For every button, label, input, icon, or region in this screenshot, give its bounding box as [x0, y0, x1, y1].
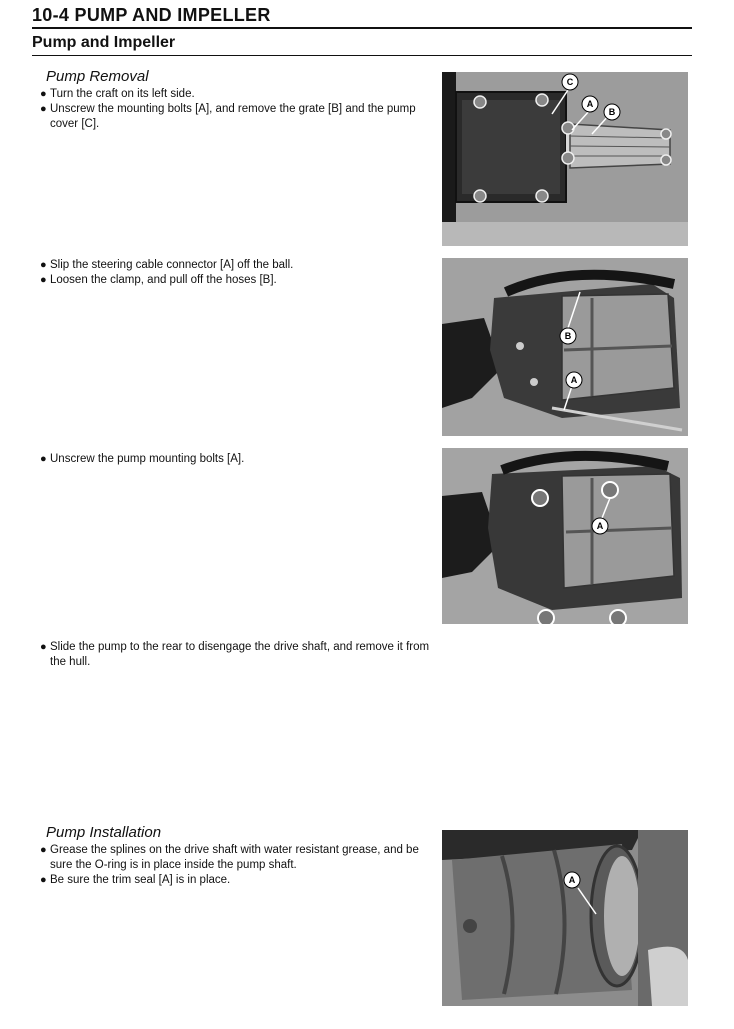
callout-a	[566, 372, 582, 388]
step-text: Unscrew the mounting bolts [A], and remove the grate [B] and the pump cover [C].	[50, 103, 416, 130]
pump-removal-block	[40, 68, 430, 132]
list-item	[40, 640, 430, 670]
list-item	[40, 273, 430, 288]
steering-cable-photo	[442, 258, 688, 436]
section-title: Pump and Impeller	[32, 34, 176, 51]
svg-text:B: B	[608, 107, 616, 117]
svg-text:A: A	[596, 521, 604, 531]
list-item	[40, 102, 430, 132]
bullet-icon: ●	[40, 844, 47, 856]
list-item	[40, 258, 430, 273]
list-item	[40, 87, 430, 102]
callout-b	[604, 104, 620, 120]
mounting-bolts-block	[40, 452, 430, 467]
step-text: Be sure the trim seal [A] is in place.	[50, 874, 231, 886]
bullet-icon: ●	[40, 874, 47, 886]
trim-seal-photo	[442, 830, 688, 1006]
bullet-icon: ●	[40, 453, 47, 465]
slide-pump-block	[40, 640, 430, 670]
pump-installation-block	[40, 824, 430, 888]
bullet-icon: ●	[40, 641, 47, 653]
bullet-icon: ●	[40, 88, 47, 100]
pump-cover-photo	[442, 72, 688, 246]
bullet-icon: ●	[40, 103, 47, 115]
step-text: Loosen the clamp, and pull off the hoses [B].	[50, 274, 277, 286]
page-header	[32, 4, 692, 56]
chapter-title: 10-4 PUMP AND IMPELLER	[32, 5, 271, 25]
step-text: Grease the splines on the drive shaft with water resistant grease, and be sure the O-ring is in place inside the pump shaft.	[50, 844, 419, 871]
svg-text:A: A	[586, 99, 594, 109]
callout-a	[582, 96, 598, 112]
callout-b	[560, 328, 576, 344]
bullet-icon: ●	[40, 259, 47, 271]
callout-c	[562, 74, 578, 90]
svg-text:B: B	[564, 331, 572, 341]
step-text: Slide the pump to the rear to disengage the drive shaft, and remove it from the hull.	[50, 641, 430, 668]
step-text: Slip the steering cable connector [A] off the ball.	[50, 259, 294, 271]
pump-removal-heading: Pump Removal	[46, 68, 149, 85]
list-item	[40, 873, 430, 888]
step-text: Unscrew the pump mounting bolts [A].	[50, 453, 245, 465]
header-rule	[32, 27, 692, 29]
pump-installation-heading: Pump Installation	[46, 824, 162, 841]
step-text: Turn the craft on its left side.	[50, 88, 195, 100]
callout-a	[592, 518, 608, 534]
bullet-icon: ●	[40, 274, 47, 286]
pump-mounting-bolts-photo	[442, 448, 688, 624]
hoses-block	[40, 258, 430, 288]
list-item	[40, 843, 430, 873]
list-item	[40, 452, 430, 467]
svg-text:A: A	[570, 375, 578, 385]
svg-text:C: C	[566, 77, 574, 87]
section-rule	[32, 55, 692, 56]
callout-a	[564, 872, 580, 888]
svg-text:A: A	[568, 875, 576, 885]
